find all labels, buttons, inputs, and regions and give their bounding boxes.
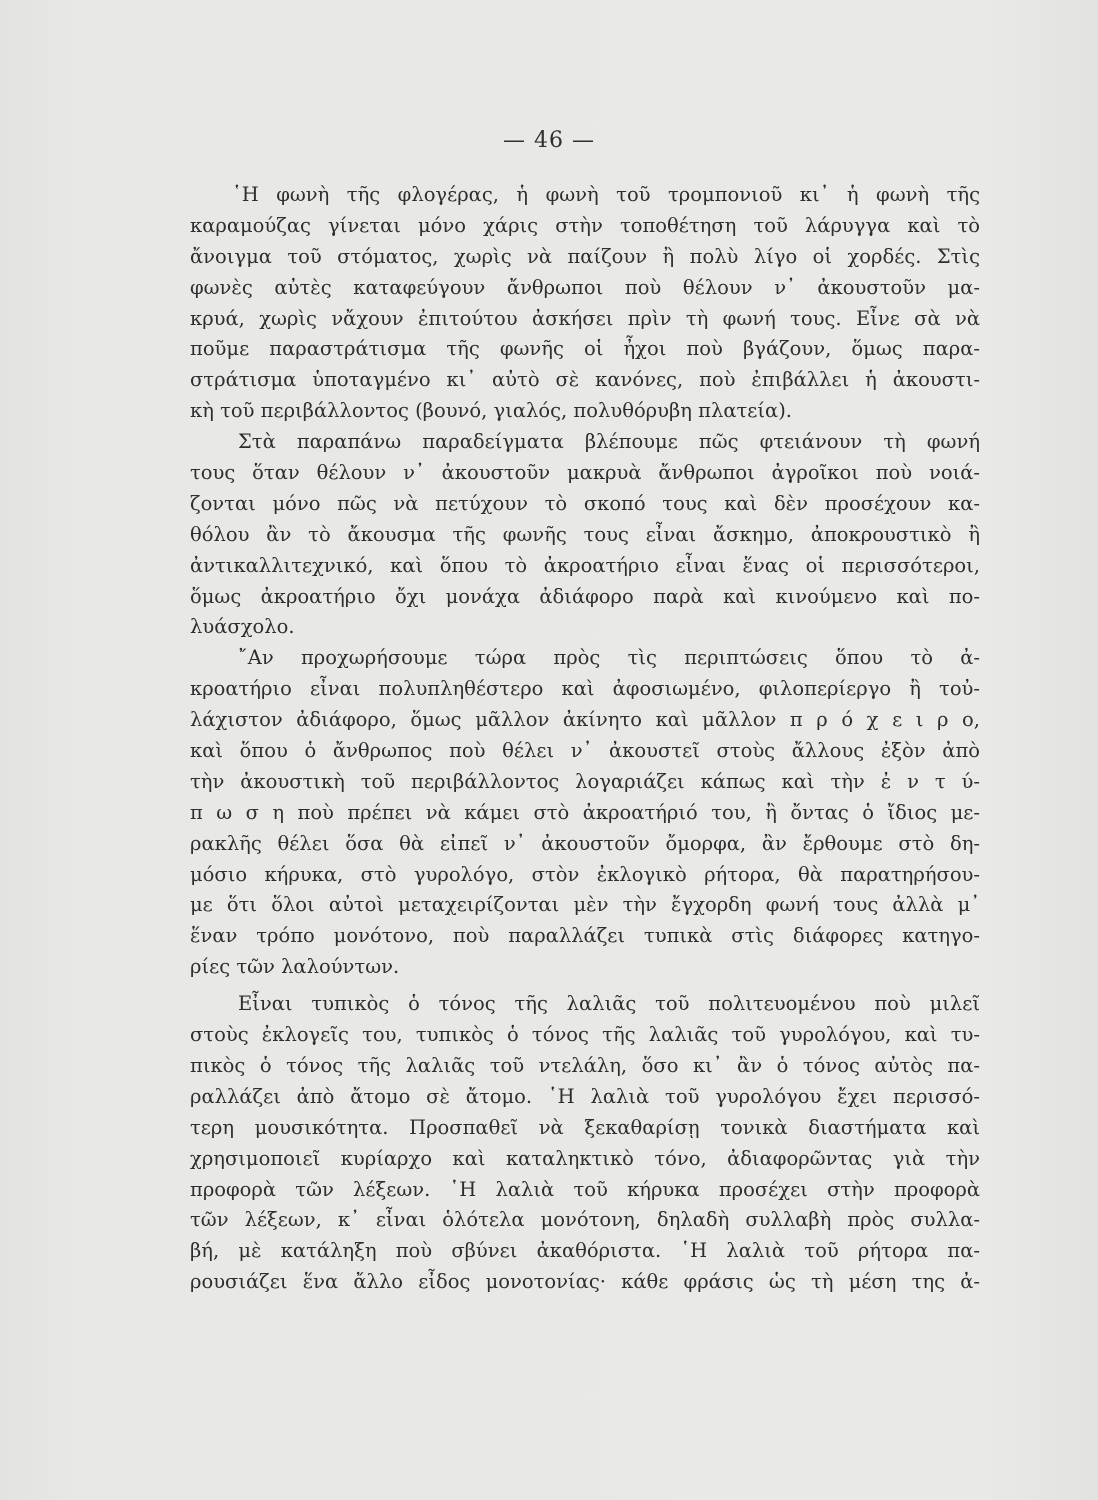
text-line: λάχιστον ἀδιάφορο, ὅμως μᾶλλον ἀκίνητο καὶ μᾶλλον π ρ ό χ ε ι ρ ο, — [190, 708, 980, 732]
text-line: καραμούζας γίνεται μόνο χάρις στὴν τοποθέτηση τοῦ λάρυγγα καὶ τὸ — [190, 213, 980, 237]
text-line: ὅμως ἀκροατήριο ὄχι μονάχα ἀδιάφορο παρὰ καὶ κινούμενο καὶ πο- — [190, 584, 980, 608]
text-line: ῾Η φωνὴ τῆς φλογέρας, ἡ φωνὴ τοῦ τρομπονιοῦ κι᾽ ἡ φωνὴ τῆς — [232, 183, 980, 206]
text-line: ραλλάζει ἀπὸ ἄτομο σὲ ἄτομο. ῾Η λαλιὰ τοῦ γυρολόγου ἔχει περισσό- — [190, 1084, 980, 1108]
text-line: τῶν λέξεων, κ᾽ εἶναι ὁλότελα μονότονη, δηλαδὴ συλλαβὴ πρὸς συλλα- — [190, 1208, 980, 1232]
text-line: ἄνοιγμα τοῦ στόματος, χωρὶς νὰ παίζουν ἢ πολὺ λίγο οἱ χορδές. Στὶς — [190, 244, 980, 268]
text-line: φωνὲς αὐτὲς καταφεύγουν ἄνθρωποι ποὺ θέλουν ν᾽ ἀκουστοῦν μα- — [190, 275, 980, 299]
text-line: Εἶναι τυπικὸς ὁ τόνος τῆς λαλιᾶς τοῦ πολιτευομένου ποὺ μιλεῖ — [238, 992, 980, 1016]
text-line: καὶ ὅπου ὁ ἄνθρωπος ποὺ θέλει ν᾽ ἀκουστεῖ στοὺς ἄλλους ἐξὸν ἀπὸ — [190, 739, 980, 763]
paragraph — [190, 989, 980, 1298]
text-line: λυάσχολο. — [190, 615, 295, 639]
text-line: ῎Αν προχωρήσουμε τώρα πρὸς τὶς περιπτώσεις ὅπου τὸ ἀ- — [238, 646, 980, 670]
text-line: με ὅτι ὅλοι αὐτοὶ μεταχειρίζονται μὲν τὴν ἔγχορδη φωνή τους ἀλλὰ μ᾽ — [190, 893, 980, 917]
paragraph — [190, 427, 980, 643]
text-line: κροατήριο εἶναι πολυπληθέστερο καὶ ἀφοσιωμένο, φιλοπερίεργο ἢ τοὐ- — [190, 677, 980, 701]
text-line: Στὰ παραπάνω παραδείγματα βλέπουμε πῶς φτειάνουν τὴ φωνή — [238, 430, 980, 454]
text-line: θόλου ἂν τὸ ἄκουσμα τῆς φωνῆς τους εἶναι ἄσκημο, ἀποκρουστικὸ ἢ — [190, 522, 980, 546]
page-number: — 46 — — [503, 128, 595, 153]
text-line: χρησιμοποιεῖ κυρίαρχο καὶ καταληκτικὸ τόνο, ἀδιαφορῶντας γιὰ τὴν — [190, 1146, 980, 1170]
text-line: τὴν ἀκουστικὴ τοῦ περιβάλλοντος λογαριάζει κάπως καὶ τὴν ἐ ν τ ύ- — [190, 769, 980, 793]
text-line: ρουσιάζει ἕνα ἄλλο εἶδος μονοτονίας· κάθε φράσις ὡς τὴ μέση της ἀ- — [190, 1270, 980, 1294]
text-line: ἀντικαλλιτεχνικό, καὶ ὅπου τὸ ἀκροατήριο εἶναι ἕνας οἱ περισσότεροι, — [190, 553, 980, 577]
paragraph — [190, 643, 980, 983]
text-line: κρυά, χωρὶς νἄχουν ἐπιτούτου ἀσκήσει πρὶν τὴ φωνή τους. Εἶνε σὰ νὰ — [190, 306, 980, 330]
text-line: προφορὰ τῶν λέξεων. ῾Η λαλιὰ τοῦ κήρυκα προσέχει στὴν προφορὰ — [190, 1177, 980, 1201]
text-line: ἕναν τρόπο μονότονο, ποὺ παραλλάζει τυπικὰ στὶς διάφορες κατηγο- — [190, 924, 980, 948]
paragraph — [190, 180, 980, 427]
text-line: ρίες τῶν λαλούντων. — [190, 955, 400, 979]
text-line: βή, μὲ κατάληξη ποὺ σβύνει ἀκαθόριστα. ῾Η λαλιὰ τοῦ ρήτορα πα- — [190, 1239, 980, 1263]
text-line: ρακλῆς θέλει ὅσα θὰ εἰπεῖ ν᾽ ἀκουστοῦν ὄμορφα, ἂν ἔρθουμε στὸ δη- — [190, 831, 980, 855]
text-line: στράτισμα ὑποταγμένο κι᾽ αὐτὸ σὲ κανόνες, ποὺ ἐπιβάλλει ἡ ἀκουστι- — [190, 368, 980, 392]
text-line: ποῦμε παραστράτισμα τῆς φωνῆς οἱ ἦχοι ποὺ βγάζουν, ὅμως παρα- — [190, 337, 980, 361]
text-line: πικὸς ὁ τόνος τῆς λαλιᾶς τοῦ ντελάλη, ὅσο κι᾽ ἂν ὁ τόνος αὐτὸς πα- — [190, 1053, 980, 1077]
text-line: π ω σ η ποὺ πρέπει νὰ κάμει στὸ ἀκροατήριό του, ἢ ὄντας ὁ ἴδιος με- — [190, 800, 980, 824]
text-line: κὴ τοῦ περιβάλλοντος (βουνό, γιαλός, πολυθόρυβη πλατεία). — [190, 399, 793, 423]
text-line: μόσιο κήρυκα, στὸ γυρολόγο, στὸν ἐκλογικὸ ρήτορα, θὰ παρατηρήσου- — [190, 862, 980, 886]
text-line: ζονται μόνο πῶς νὰ πετύχουν τὸ σκοπό τους καὶ δὲν προσέχουν κα- — [190, 491, 980, 515]
text-line: τους ὅταν θέλουν ν᾽ ἀκουστοῦν μακρυὰ ἄνθρωποι ἀγροῖκοι ποὺ νοιά- — [190, 461, 980, 485]
body-text — [190, 180, 980, 1298]
text-line: τερη μουσικότητα. Προσπαθεῖ νὰ ξεκαθαρίσῃ τονικὰ διαστήματα καὶ — [190, 1115, 980, 1139]
text-line: στοὺς ἐκλογεῖς του, τυπικὸς ὁ τόνος τῆς λαλιᾶς τοῦ γυρολόγου, καὶ τυ- — [190, 1023, 980, 1047]
